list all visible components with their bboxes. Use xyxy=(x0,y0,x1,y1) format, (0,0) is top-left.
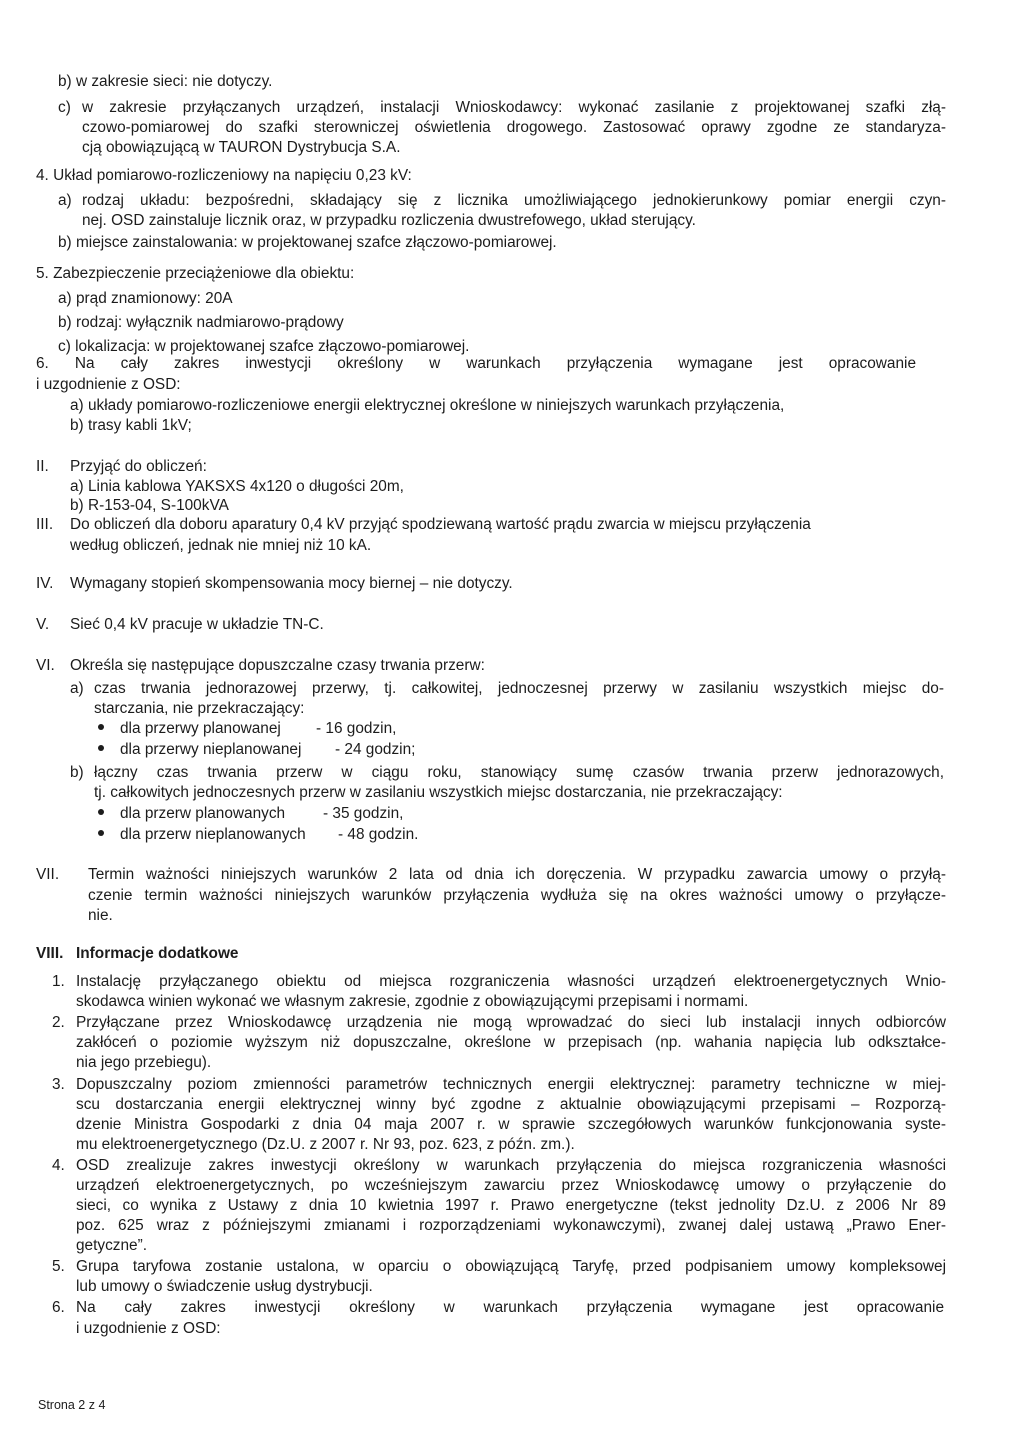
section-6b-line-2: tj. całkowitych jednoczesnych przerw w zasilaniu wszystkich miejsc dostarczania, nie przekraczający: xyxy=(94,784,783,801)
section-6a-bullet-2-value: - 24 godzin; xyxy=(335,741,416,758)
item-6a: a) układy pomiarowo-rozliczeniowe energii elektrycznej określone w niniejszych warunkach przyłączenia, xyxy=(70,397,785,414)
item-3c-label: c) xyxy=(58,99,71,116)
item-3c-line-1: w zakresie przyłączanych urządzeń, instalacji Wnioskodawcy: wykonać zasilanie z projektowanej szafki złą- xyxy=(82,99,946,116)
info-item-4-line-4: poz. 625 wraz z późniejszymi zmianami i rozporządzeniami wykonawczymi), zwanej dalej ustawą „Prawo Ener- xyxy=(76,1217,946,1234)
info-item-4-line-3: sieci, co wynika z Ustawy z dnia 10 kwietnia 1997 r. Prawo energetyczne (tekst jednolity Dz.U. z 2006 Nr 89 xyxy=(76,1197,946,1214)
section-6-title: Określa się następujące dopuszczalne czasy trwania przerw: xyxy=(70,657,485,674)
item-5-title: 5. Zabezpieczenie przeciążeniowe dla obiektu: xyxy=(36,265,355,282)
item-6-line-1: 6. Na cały zakres inwestycji określony w warunkach przyłączenia wymagane jest opracowanie xyxy=(36,355,916,372)
info-item-2-number: 2. xyxy=(52,1014,65,1031)
section-4-text: Wymagany stopień skompensowania mocy biernej – nie dotyczy. xyxy=(70,575,513,592)
item-3b: b) w zakresie sieci: nie dotyczy. xyxy=(58,73,273,90)
section-6a-bullet-1-value: - 16 godzin, xyxy=(316,720,397,737)
bullet-icon xyxy=(98,825,104,844)
item-3c-line-2: czowo-pomiarowej do szafki sterowniczej oświetlenia drogowego. Zastosować oprawy zgodne ze standaryza- xyxy=(82,119,946,136)
section-6b-bullet-2-value: - 48 godzin. xyxy=(338,826,419,843)
info-item-5-line-1: Grupa taryfowa zostanie ustalona, w oparciu o obowiązującą Taryfę, przed podpisaniem umowy kompleksowej xyxy=(76,1258,946,1275)
section-6b-bullet-1-value: - 35 godzin, xyxy=(323,805,404,822)
info-item-3-line-4: mu elektroenergetycznego (Dz.U. z 2007 r. Nr 93, poz. 623, z późn. zm.). xyxy=(76,1136,575,1153)
section-6a-label: a) xyxy=(70,680,84,697)
info-item-3-number: 3. xyxy=(52,1076,65,1093)
item-5a: a) prąd znamionowy: 20A xyxy=(58,290,233,307)
item-3c-line-3: cją obowiązującą w TAURON Dystrybucja S.A. xyxy=(82,139,401,156)
info-item-4-number: 4. xyxy=(52,1157,65,1174)
section-3-line-2: według obliczeń, jednak nie mniej niż 10 kA. xyxy=(70,537,372,554)
info-item-6-number: 6. xyxy=(52,1299,65,1316)
section-6a-line-1: czas trwania jednorazowej przerwy, tj. całkowitej, jednoczesnej przerwy w zasilaniu wszystkich miejsc do- xyxy=(94,680,944,697)
info-item-3-line-2: scu dostarczania energii elektrycznej winny być zgodne z aktualnie obowiązującymi przepisami – Rozporzą- xyxy=(76,1096,946,1113)
section-8-number: VIII. xyxy=(36,945,64,962)
item-4a-line-2: nej. OSD zainstaluje licznik oraz, w przypadku rozliczenia dwustrefowego, układ sterujący. xyxy=(82,212,696,229)
section-6a-bullet-1-label: dla przerwy planowanej xyxy=(120,720,281,737)
info-item-6-line-2: i uzgodnienie z OSD: xyxy=(76,1320,221,1337)
section-3-line-1: Do obliczeń dla doboru aparatury 0,4 kV przyjąć spodziewaną wartość prądu zwarcia w miejscu przyłączenia xyxy=(70,516,811,533)
section-6b-label: b) xyxy=(70,764,84,781)
section-6b-bullet-2-label: dla przerw nieplanowanych xyxy=(120,826,306,843)
item-4b: b) miejsce zainstalowania: w projektowanej szafce złączowo-pomiarowej. xyxy=(58,234,557,251)
item-5c: c) lokalizacja: w projektowanej szafce złączowo-pomiarowej. xyxy=(58,338,470,355)
section-7-line-3: nie. xyxy=(88,907,113,924)
section-7-number: VII. xyxy=(36,866,60,883)
section-7-line-2: czenie termin ważności niniejszych warunków przyłączenia wydłuża się na okres ważności umowy o przyłącze- xyxy=(88,887,946,904)
section-2b: b) R-153-04, S-100kVA xyxy=(70,497,229,514)
info-item-2-line-3: nia jego przebiegu). xyxy=(76,1054,212,1071)
item-4-title: 4. Układ pomiarowo-rozliczeniowy na napięciu 0,23 kV: xyxy=(36,167,412,184)
section-5-number: V. xyxy=(36,616,50,633)
item-6b: b) trasy kabli 1kV; xyxy=(70,417,192,434)
bullet-icon xyxy=(98,804,104,823)
bullet-icon xyxy=(98,740,104,759)
info-item-6-line-1: Na cały zakres inwestycji określony w warunkach przyłączenia wymagane jest opracowanie xyxy=(76,1299,944,1316)
section-7-line-1: Termin ważności niniejszych warunków 2 lata od dnia ich doręczenia. W przypadku zawarcia umowy o przyłą- xyxy=(88,866,946,883)
section-6a-line-2: starczania, nie przekraczający: xyxy=(94,700,305,717)
info-item-3-line-3: dzenie Ministra Gospodarki z dnia 04 maja 2007 r. w sprawie szczegółowych warunków funkcjonowania syste- xyxy=(76,1116,946,1133)
info-item-1-line-1: Instalację przyłączanego obiektu od miejsca rozgraniczenia własności urządzeń elektroenergetycznych Wnio- xyxy=(76,973,946,990)
info-item-1-line-2: skodawca winien wykonać we własnym zakresie, zgodnie z obowiązującymi przepisami i normami. xyxy=(76,993,749,1010)
item-4a-line-1: rodzaj układu: bezpośredni, składający się z licznika umożliwiającego jednokierunkowy pomiar energii czyn- xyxy=(82,192,946,209)
item-6-line-2: i uzgodnienie z OSD: xyxy=(36,376,181,393)
section-8-title: Informacje dodatkowe xyxy=(76,945,239,962)
item-5b: b) rodzaj: wyłącznik nadmiarowo-prądowy xyxy=(58,314,344,331)
section-6-number: VI. xyxy=(36,657,55,674)
section-2a: a) Linia kablowa YAKSXS 4x120 o długości 20m, xyxy=(70,478,404,495)
info-item-3-line-1: Dopuszczalny poziom zmienności parametrów technicznych energii elektrycznej: parametry techniczne w miej- xyxy=(76,1076,946,1093)
info-item-2-line-1: Przyłączane przez Wnioskodawcę urządzenia nie mogą wprowadzać do sieci lub instalacji innych odbiorców xyxy=(76,1014,946,1031)
info-item-1-number: 1. xyxy=(52,973,65,990)
section-2-number: II. xyxy=(36,458,49,475)
section-3-number: III. xyxy=(36,516,54,533)
info-item-5-number: 5. xyxy=(52,1258,65,1275)
info-item-5-line-2: lub umowy o świadczenie usług dystrybucji. xyxy=(76,1278,373,1295)
section-6a-bullet-2-label: dla przerwy nieplanowanej xyxy=(120,741,302,758)
section-2-title: Przyjąć do obliczeń: xyxy=(70,458,207,475)
info-item-2-line-2: zakłóceń o poziomie wyższym niż dopuszczalne, określone w przepisach (np. wahania napięcia lub odkształce- xyxy=(76,1034,946,1051)
item-4a-label: a) xyxy=(58,192,72,209)
section-4-number: IV. xyxy=(36,575,54,592)
bullet-icon xyxy=(98,719,104,738)
section-5-text: Sieć 0,4 kV pracuje w układzie TN-C. xyxy=(70,616,324,633)
page-number-footer: Strona 2 z 4 xyxy=(38,1398,106,1412)
section-6b-line-1: łączny czas trwania przerw w ciągu roku, stanowiący sumę czasów trwania przerw jednorazowych, xyxy=(94,764,944,781)
info-item-4-line-2: urządzeń elektroenergetycznych, po wcześniejszym zawarciu przez Wnioskodawcę umowy o przyłączenie do xyxy=(76,1177,946,1194)
info-item-4-line-5: getyczne”. xyxy=(76,1237,148,1254)
info-item-4-line-1: OSD zrealizuje zakres inwestycji określony w warunkach przyłączenia do miejsca rozgraniczenia własności xyxy=(76,1157,946,1174)
section-6b-bullet-1-label: dla przerw planowanych xyxy=(120,805,286,822)
